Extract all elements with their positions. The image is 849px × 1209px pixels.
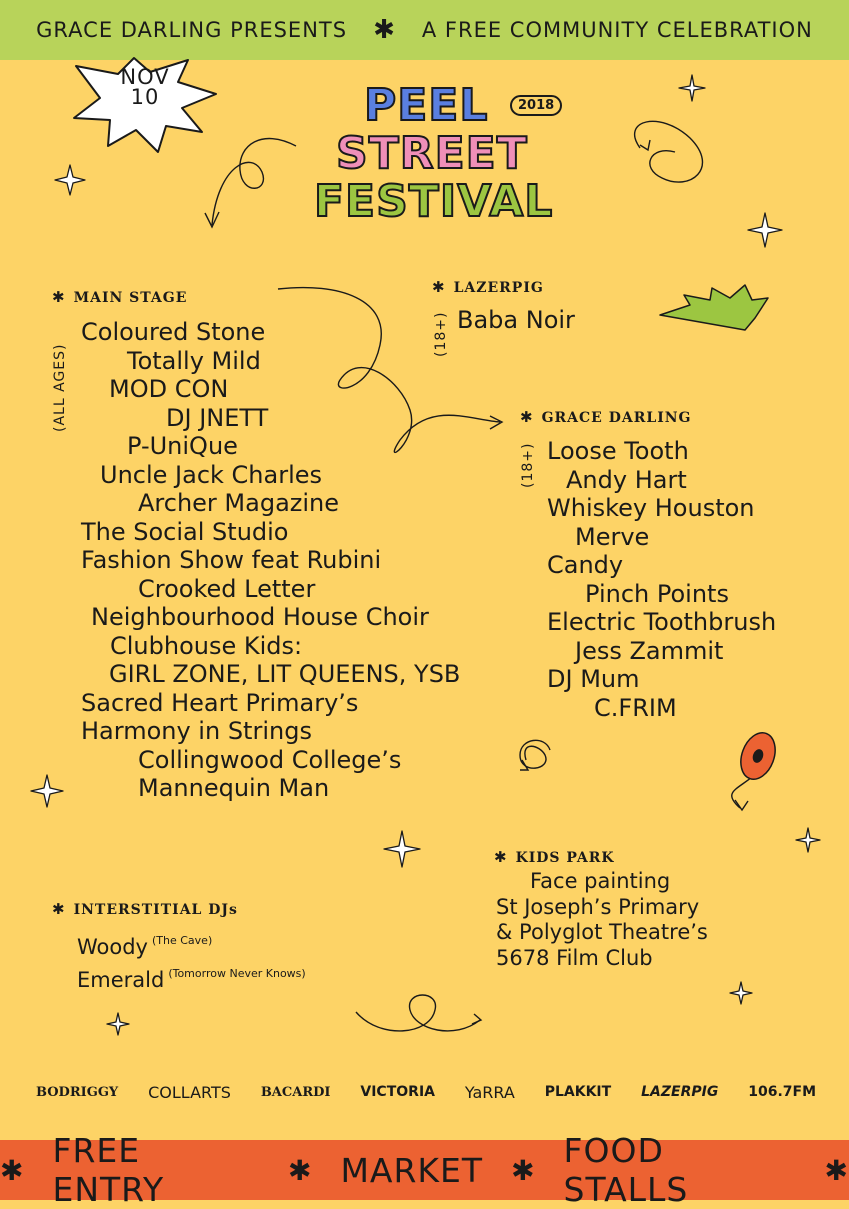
asterisk-icon: ✱ — [432, 278, 446, 296]
list-item: Archer Magazine — [138, 489, 340, 517]
asterisk-icon: ✱ — [511, 1153, 536, 1187]
grace-darling-age: (18+) — [520, 442, 536, 488]
list-item: Neighbourhood House Choir — [91, 603, 429, 631]
list-item: C.FRIM — [594, 693, 677, 722]
year-badge: 2018 — [510, 95, 562, 116]
sponsor-lazerpig: LAZERPIG — [641, 1084, 719, 1100]
main-stage-heading-text: MAIN STAGE — [73, 290, 188, 306]
list-item: MOD CON — [109, 375, 229, 403]
list-item: Mannequin Man — [138, 774, 330, 802]
sponsor-victoria: VICTORIA — [360, 1084, 435, 1100]
sponsor-yarra: YaRRA — [464, 1082, 515, 1102]
grace-darling-heading — [520, 408, 692, 426]
sponsor-collarts: COLLARTS — [148, 1082, 231, 1102]
list-item: Whiskey Houston — [547, 494, 755, 522]
list-item: Jess Zammit — [575, 636, 724, 665]
sponsor-bodriggy: BODRIGGY — [36, 1084, 119, 1100]
list-item — [77, 961, 306, 994]
list-item: Clubhouse Kids: — [110, 631, 303, 660]
date-month: NOV — [120, 65, 170, 89]
list-item: St Joseph’s Primary — [496, 894, 700, 919]
dj-name: Emerald — [77, 967, 165, 992]
list-item: Andy Hart — [566, 465, 687, 494]
list-item: Sacred Heart Primary’s — [81, 688, 359, 717]
presenter-text: GRACE DARLING PRESENTS — [36, 18, 348, 42]
sponsor-logos — [36, 1072, 816, 1112]
lazerpig-heading — [432, 278, 544, 296]
list-item: Crooked Letter — [138, 574, 316, 603]
lazerpig-lineup — [457, 306, 575, 335]
kids-park-heading-text: KIDS PARK — [515, 850, 615, 866]
lazerpig-heading-text: LAZERPIG — [453, 280, 544, 296]
kids-park-list — [496, 869, 708, 971]
list-item: Candy — [547, 551, 624, 579]
asterisk-icon: ✱ — [494, 848, 508, 866]
bottom-banner — [0, 1131, 849, 1209]
main-stage-heading — [52, 288, 187, 306]
title-line-2: STREET — [336, 128, 528, 179]
dj-venue: (The Cave) — [152, 934, 213, 947]
sponsor-radio: 106.7FM — [748, 1084, 816, 1100]
lazerpig-age: (18+) — [433, 311, 449, 357]
dj-venue: (Tomorrow Never Knows) — [168, 966, 306, 980]
list-item: & Polyglot Theatre’s — [496, 920, 708, 944]
grace-darling-heading-text: GRACE DARLING — [541, 410, 692, 426]
date-day: 10 — [130, 85, 160, 109]
list-item: The Social Studio — [81, 517, 289, 546]
footer-free-entry: FREE ENTRY — [52, 1131, 165, 1209]
list-item: DJ JNETT — [166, 403, 269, 432]
main-stage-lineup — [81, 318, 460, 803]
list-item: Uncle Jack Charles — [100, 460, 323, 489]
list-item: Coloured Stone — [81, 318, 266, 346]
asterisk-icon: ✱ — [373, 15, 396, 45]
footer-food-stalls: FOOD STALLS — [563, 1131, 689, 1209]
list-item: Fashion Show feat Rubini — [81, 546, 382, 574]
asterisk-icon: ✱ — [520, 408, 534, 426]
tagline-text: A FREE COMMUNITY CELEBRATION — [421, 18, 813, 42]
list-item: Face painting — [530, 869, 671, 893]
footer-market: MARKET — [340, 1150, 484, 1190]
list-item: P-UniQue — [127, 432, 238, 460]
grace-darling-lineup — [547, 437, 776, 722]
list-item: Baba Noir — [457, 306, 575, 334]
interstitial-heading — [52, 900, 238, 918]
list-item: Collingwood College’s — [138, 745, 402, 774]
list-item: DJ Mum — [547, 665, 640, 693]
list-item: Totally Mild — [127, 346, 261, 375]
event-date — [108, 67, 182, 107]
list-item: GIRL ZONE, LIT QUEENS, YSB — [109, 660, 461, 688]
interstitial-heading-text: INTERSTITIAL DJs — [73, 902, 238, 918]
list-item: 5678 Film Club — [496, 945, 653, 970]
title-line-3: FESTIVAL — [314, 176, 554, 227]
list-item: Harmony in Strings — [81, 717, 312, 745]
asterisk-icon: ✱ — [0, 1153, 25, 1187]
list-item — [77, 928, 306, 961]
asterisk-icon: ✱ — [52, 900, 66, 918]
title-line-1: PEEL — [364, 80, 489, 131]
list-item: Pinch Points — [585, 579, 729, 608]
main-stage-age: (ALL AGES) — [52, 343, 68, 432]
sponsor-bacardi: BACARDI — [260, 1084, 331, 1100]
interstitial-list — [77, 928, 306, 993]
kids-park-heading — [494, 848, 615, 866]
dj-name: Woody — [77, 935, 148, 959]
asterisk-icon: ✱ — [824, 1153, 849, 1187]
asterisk-icon: ✱ — [52, 288, 66, 306]
asterisk-icon: ✱ — [287, 1153, 313, 1187]
list-item: Loose Tooth — [547, 437, 689, 465]
list-item: Electric Toothbrush — [547, 608, 777, 636]
list-item: Merve — [575, 522, 650, 551]
sponsor-plakkit: PLAKKIT — [544, 1084, 612, 1100]
